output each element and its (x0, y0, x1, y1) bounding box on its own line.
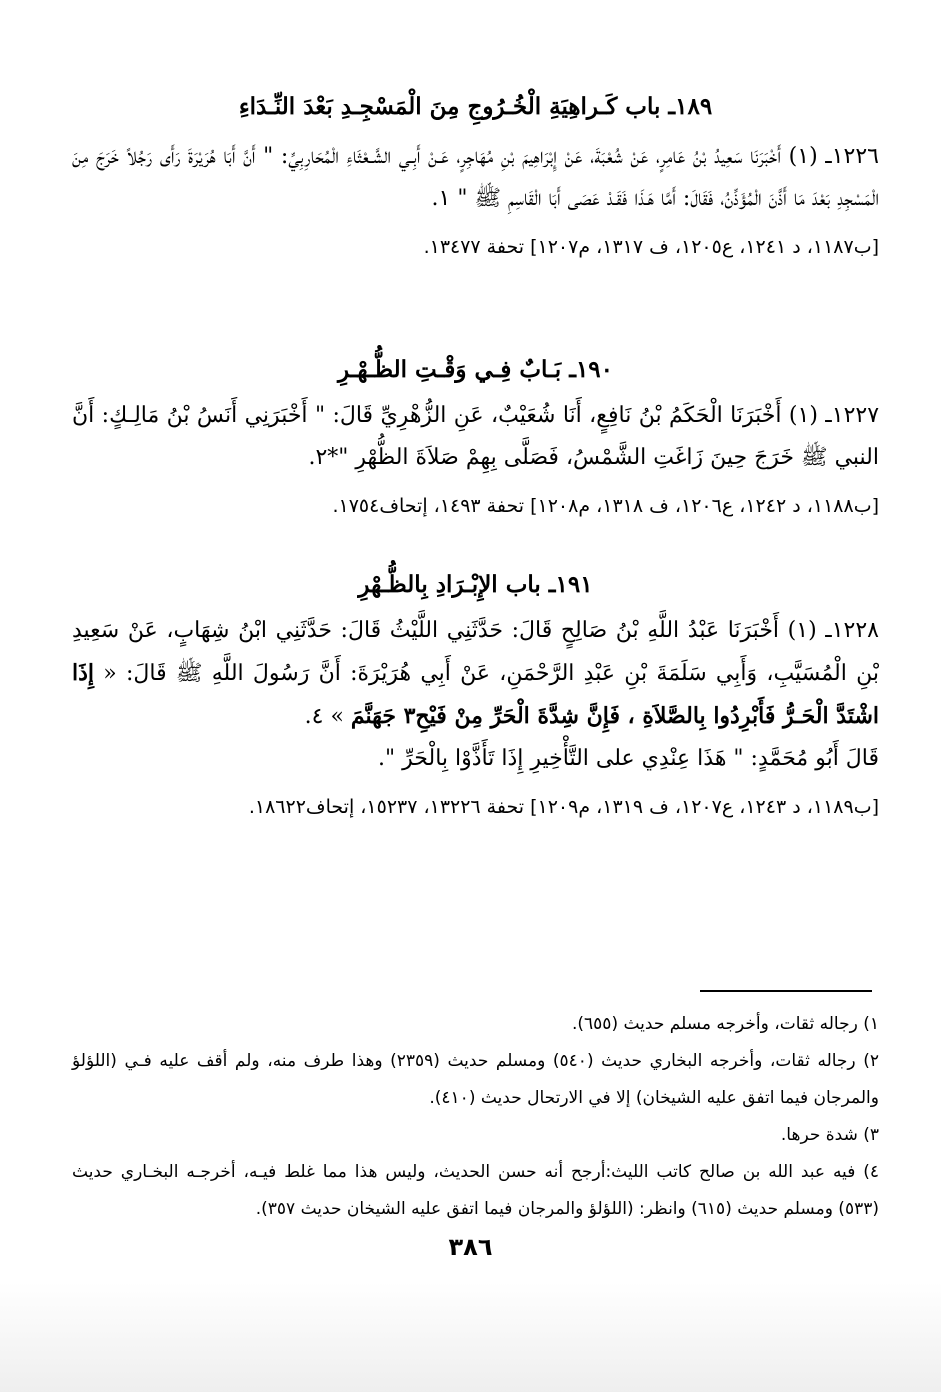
chapter-189 (72, 92, 879, 262)
page-number: ٣٨٦ (448, 1233, 493, 1261)
hadith-reference: [ب١١٨٨، د ١٢٤٢، ع١٢٠٦، ف ١٣١٨، م١٢٠٨] تحفة ١٤٩٣، إتحاف١٧٥٤. (332, 495, 879, 517)
hadith-quote: إِذَا اشْتَدَّ الْحَـرُّ فَأَبْرِدُوا بِالصَّلاَةِ ، فَإِنَّ شِدَّةَ الْحَرِّ مِنْ فَيْحِ٣ جَهَنَّمَ (72, 660, 879, 729)
chapter-191 (72, 570, 879, 822)
hadith-text (72, 136, 879, 220)
footnote-1: ١) رجاله ثقات، وأخرجه مسلم حديث (٦٥٥). (572, 1014, 879, 1034)
footnote-2: ٢) رجاله ثقات، وأخرجه البخاري حديث (٥٤٠) ومسلم حديث (٢٣٥٩) وهذا طرف منه، ولم أقف عليه فـي (اللؤلؤ والمرجان فيما اتفق عليه الشيخان) إلا في الارتحال حديث (٤١٠). (72, 1051, 879, 1108)
chapter-heading: ١٩٠ـ بَـابٌ فِـي وَقْـتِ الظُّـهْـرِ (338, 356, 613, 383)
chapter-heading: ١٨٩ـ باب كَـراهِيَةِ الْخُـرُوجِ مِنَ الْمَسْجِـدِ بَعْدَ النِّـدَاءِ (238, 93, 713, 120)
author-comment: قَالَ أَبُو مُحَمَّدٍ: " هَذَا عِنْدِي على التَّأْخِيرِ إِذَا تَأَذَّوْا بِالْحَرِّ ". (378, 746, 879, 771)
chapter-heading: ١٩١ـ باب الإِبْـرَادِ بِالظُّـهْرِ (358, 571, 593, 598)
footnotes (72, 1006, 879, 1228)
hadith-reference: [ب١١٨٩، د ١٢٤٣، ع١٢٠٧، ف ١٣١٩، م١٢٠٩] تحفة ١٣٢٢٦، ١٥٢٣٧، إتحاف١٨٦٢٢. (248, 796, 879, 818)
footnote-3: ٣) شدة حرها. (780, 1125, 879, 1145)
footnote-divider (700, 990, 872, 992)
hadith-quote-end: » ٤. (304, 704, 344, 729)
hadith-text (72, 610, 879, 738)
hadith-reference: [ب١١٨٧، د ١٢٤١، ع١٢٠٥، ف ١٣١٧، م١٢٠٧] تحفة ١٣٤٧٧. (423, 236, 879, 258)
chapter-190 (72, 355, 879, 521)
scan-noise (0, 1282, 941, 1392)
hadith-body: ١٢٢٦ـ (١) أَخْبَرَنَا سَعِيدُ بْنُ عَامِرٍ، عَنْ شُعْبَةَ، عَنْ إِبْرَاهِيمَ بْنِ مُهَاجِرٍ، عَـنْ أَبِـي الشَّـعْثَاءِ الْمُحَارِبِيِّ: " أَنَّ أَبَا هُرَيْرَةَ رَأَى رَجُلاً خَرَجَ مِنَ الْمَسْجِدِ بَعْدَ مَا أَذَّنَ الْمُؤَذِّنُ، فَقَالَ: أَمَّا هَـذَا فَقَـدْ عَصَى أَبَا الْقَاسِمِ ﷺ " ١. (72, 144, 879, 211)
hadith-body: ١٢٢٨ـ (١) أَخْبَرَنَا عَبْدُ اللَّهِ بْنُ صَالِحٍ قَالَ: حَدَّثَنِي اللَّيْثُ قَالَ: حَدَّثَنِي ابْنُ شِهَابٍ، عَنْ سَعِيدِ بْنِ الْمُسَيَّبِ، وَأَبِي سَلَمَةَ بْنِ عَبْدِ الرَّحْمَنِ، عَنْ أَبِي هُرَيْرَةَ: أَنَّ رَسُولَ اللَّهِ ﷺ قَالَ: « (72, 618, 879, 686)
footnote-4: ٤) فيه عبد الله بن صالح كاتب الليث:أرجح أنه حسن الحديث، وليس هذا مما غلط فيـه، أخرجـه البخـاري حديث (٥٣٣) ومسلم حديث (٦١٥) وانظر: (اللؤلؤ والمرجان فيما اتفق عليه الشيخان حديث ٣٥٧). (72, 1162, 879, 1219)
hadith-body: ١٢٢٧ـ (١) أَخْبَرَنَا الْحَكَمُ بْنُ نَافِعٍ، أَنَا شُعَيْبٌ، عَنِ الزُّهْرِيِّ قَالَ: " أَخْبَرَنِي أَنَسُ بْنُ مَالِـكٍ: أَنَّ النبي ﷺ خَرَجَ حِينَ زَاغَتِ الشَّمْسُ، فَصَلَّى بِهِمْ صَلاَةَ الظُّهْرِ "*٢. (72, 403, 880, 470)
hadith-text (72, 395, 879, 479)
